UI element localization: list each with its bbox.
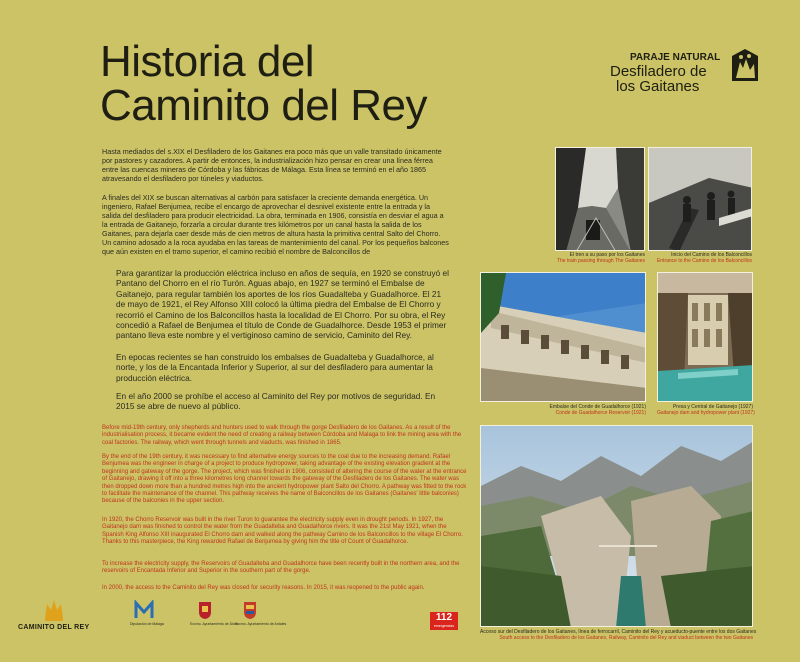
es-paragraph-1: Hasta mediados del s.XIX el Desfiladero de los Gaitanes era poco más que un valle transitado únicamente por pastores y cazadores. A partir de entonces, la industrialización hizo pensar en crear una línea férrea entre las cuencas mineras de Córdoba y las fábricas de Málaga. Esta línea se terminó en el año 1865 atravesando el desfiladero por túneles y viaductos. — [102, 147, 442, 183]
park-brand — [610, 52, 760, 95]
gorge-caption-es: Acceso sur del Desfiladero de los Gaitanes, línea de ferrocarril, Caminito del Rey y acueducto-puente entre los dos Gaitanes — [480, 629, 757, 635]
dam-caption-es: Presa y Central de Gaitanejo (1927) — [672, 404, 753, 410]
workers-caption-en: Entrance to the Camino de los Balconcillos — [656, 258, 752, 264]
emergency-badge — [430, 612, 458, 630]
en-paragraph-4: To increase the electricity supply, the Reservoirs of Guadalteba and Guadalhorce have been recently built in the northern area, and the reservoirs of Encantada Inferior and Superior in the southern part of the gorge. — [102, 561, 460, 575]
brand-small: PARAJE NATURAL — [630, 52, 721, 63]
emergency-label: emergencias — [433, 624, 455, 628]
brand-line-1: Desfiladero de — [610, 63, 707, 80]
workers-caption — [648, 252, 752, 264]
es-paragraph-5: En el año 2000 se prohíbe el acceso al Caminito del Rey por motivos de seguridad. En 2015 se abre de nuevo al público. — [116, 391, 436, 412]
train-photo — [555, 147, 645, 251]
diputacion-logo — [130, 600, 170, 636]
title-line-2: Caminito del Rey — [100, 81, 428, 130]
gorge-caption-en: South access to the Desfiladero de los Gaitanes, Railway, Caminito del Rey and viaduct between the two Gaitanes — [499, 635, 753, 641]
ayto-ardales-text: Excmo. Ayuntamiento de Ardales — [235, 622, 287, 626]
workers-photo — [648, 147, 752, 251]
es-paragraph-4: En epocas recientes se han construido los embalses de Guadalteba y Guadalhorce, al norte, y los de la Encantada Inferior y Superior, al sur del desfiladero para aumentar la producción eléctrica. — [116, 352, 434, 383]
page-title — [100, 37, 428, 130]
en-paragraph-1: Before mid-19th century, only shepherds and hunters used to walk through the gorge Desfiladero de los Gaitanes. As a result of the industrialisation process, it became evident the need of creating a railway between Córdoba and Malaga to link the mining area with the coal factories. The railway, which went through tunnels and viaducts, was finished in 1865. — [102, 425, 462, 446]
malaga-m-icon — [134, 600, 154, 620]
brand-line-2: los Gaitanes — [616, 78, 700, 95]
coat-of-arms-icon — [243, 600, 257, 620]
caminito-logo — [18, 598, 88, 638]
en-paragraph-3: In 1920, the Chorro Reservoir was built in the river Turon to guarantee the electricity supply even in drought periods. In 1927, the Gaitanejo dam was finished to control the water from the Guadalteba and Guadalhorce rivers. It was the 21st May 1921, when the Spanish King Alfonso XIII inaugurated El Chorro dam and walked along the pathway Camino de los Balconcillos to the village El Chorro. Thanks to this masterpiece, the King rewarded Rafael de Benjumea by giving him the title of Count of Guadalhorce. — [102, 517, 463, 546]
caminito-logo-text: CAMINITO DEL REY — [18, 624, 90, 631]
gorge-caption — [480, 629, 757, 641]
es-paragraph-2: A finales del XIX se buscan alternativas al carbón para satisfacer la creciente demanda energética. Un ingeniero, Rafael Benjumea, recibe el encargo de aprovechar el desnivel existente entre la entrada y la salida del desfiladero para producir electricidad. La obra, terminada en 1906, consistía en desviar el agua a la entrada de Gaitanejo, forzarla a circular durante tres kilómetros por un canal hasta la salida de los Gaitanes, para dejarla caer desde más de cien metros de altura hasta la primitiva central Salto del Chorro. Un camino adosado a la roca ayudaba en las tareas de mantenimiento del canal. Por los pequeños balcones que aún existen en el tramo superior, el camino recibió el nombre de Balconcillos de — [102, 193, 449, 256]
en-paragraph-5: In 2000, the access to the Caminito del Rey was closed for security reasons. In 2015, it was reopened to the public again. — [102, 585, 425, 591]
reservoir-caption — [480, 404, 646, 416]
ayto-alora-logo — [190, 600, 240, 636]
diputacion-text: Diputación de Málaga — [130, 622, 164, 626]
dam-caption-en: Gaitanejo dam and hydropower plant (1927) — [657, 410, 755, 416]
dam-caption — [657, 404, 753, 416]
dam-photo — [657, 272, 753, 402]
workers-caption-es: Inicio del Camino de los Balconcillos — [671, 252, 752, 258]
hikers-logo-icon — [730, 48, 760, 82]
train-caption-en: The train passing through The Gaitanes — [556, 258, 645, 264]
ayto-ardales-logo — [235, 600, 285, 636]
sponsor-logos — [0, 590, 480, 650]
reservoir-photo — [480, 272, 646, 402]
gorge-photo — [480, 425, 753, 627]
train-caption — [555, 252, 645, 264]
train-caption-es: El tren a su paso por los Gaitanes — [569, 252, 645, 258]
es-paragraph-3: Para garantizar la producción eléctrica incluso en años de sequía, en 1920 se construyó el Pantano del Chorro en el río Turón. Aguas abajo, en 1927 se terminó el Embalse de Gaitanejo, para regular también los aportes de los ríos Guadalteba y Guadalhorce. El 21 de mayo de 1921, el Rey Alfonso XIII colocó la última piedra del Embalse de El Chorro y recorrió el Camino de los Balconcillos hasta la localidad de El Chorro. Por su obra, el Rey concedió a Rafael de Benjumea el título de Conde de Guadalhorce. Desde 1953 el primer pantano lleva este nombre y el vertiginoso camino de servicio, Caminito del Rey. — [116, 268, 450, 341]
reservoir-caption-es: Embalse del Conde de Guadalhorce (1921) — [549, 404, 646, 410]
title-line-1: Historia del — [100, 37, 315, 86]
en-paragraph-2: By the end of the 19th century, it was necessary to find alternative energy sources to the coal due to the increasing demand. Rafael Benjumea was the engineer in charge of a project to produce hydropower, taking advantage of the existing elevation gradient at the beginning and gateway of the gorge. The project, which was finished in 1906, consisted of altering the course of the water at the entrance of Gaitanejo, drawing it off into a three kilometres long channel towards the gateway of the Desfiladero de los Gaitanes. The water was then dropped down more than a hundred metres high into the ancient hydropower plant Salto del Chorro. A pathway was fitted to the rock to facilitate the maintenance of the channel. This pathway receives the name of Balconcillos de los Gaitanes (Gaitanes' little balconies) because of the balconies in the upper section. — [102, 454, 467, 505]
reservoir-caption-en: Conde de Guadalhorce Reservoir (1921) — [555, 410, 646, 416]
crown-icon — [43, 598, 65, 622]
coat-of-arms-icon — [198, 600, 212, 620]
emergency-number: 112 — [435, 612, 453, 623]
ayto-alora-text: Excmo. Ayuntamiento de Álora — [190, 622, 238, 626]
